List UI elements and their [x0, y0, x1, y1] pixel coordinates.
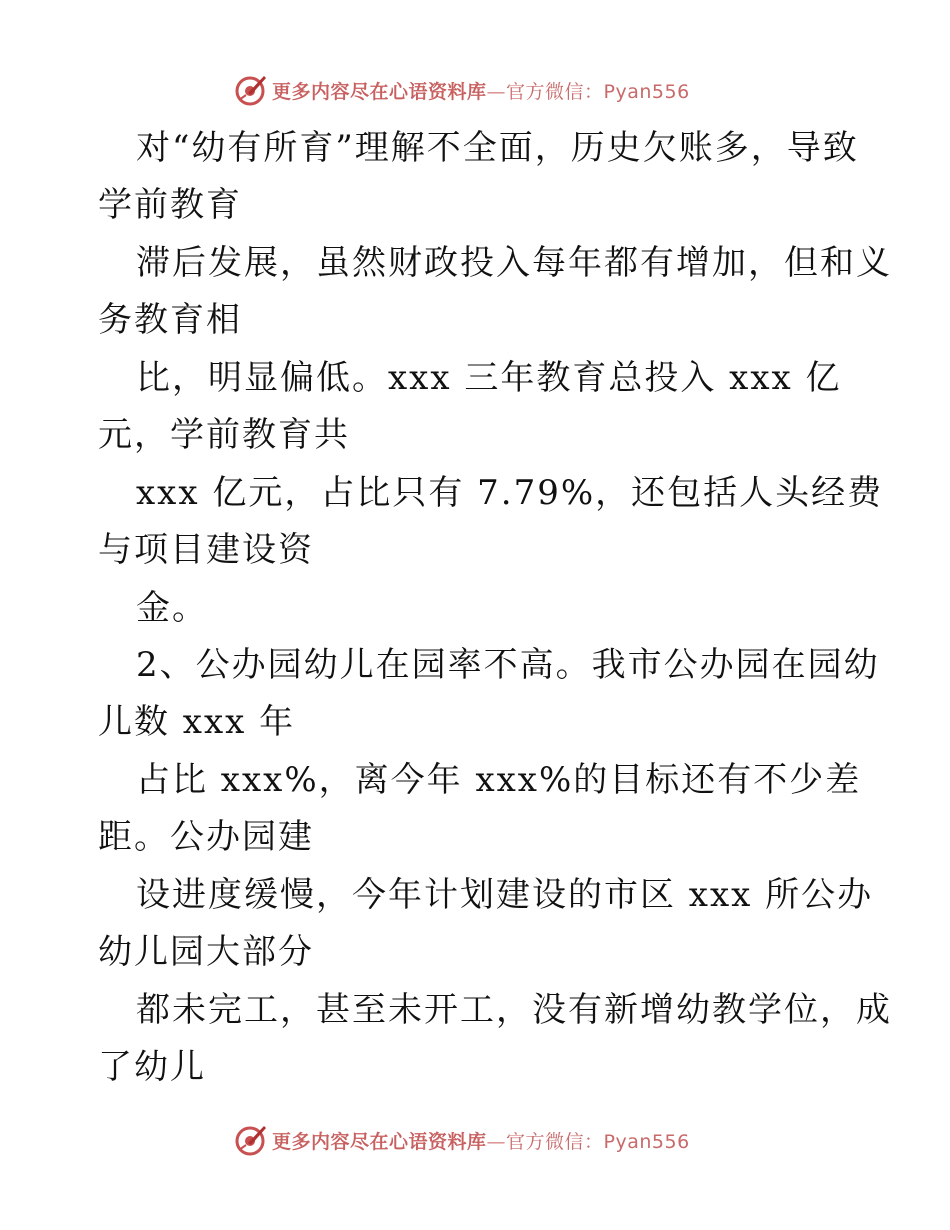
watermark-main: 更多内容尽在心语资料库 [272, 1130, 487, 1153]
footer-watermark [234, 1123, 690, 1157]
text-line: 距。公办园建 [98, 817, 314, 857]
header-watermark [234, 73, 690, 107]
text-line: 了幼儿 [98, 1047, 206, 1087]
text-line: 比，明显偏低。xxx 三年教育总投入 xxx 亿 [136, 358, 842, 398]
text-line: 儿数 xxx 年 [98, 702, 296, 742]
quill-logo-icon [234, 73, 268, 107]
text-line: 滞后发展，虽然财政投入每年都有增加，但和义 [136, 243, 892, 283]
watermark-tail: 官方微信：Pyan556 [506, 80, 690, 103]
text-line: 都未完工，甚至未开工，没有新增幼教学位，成 [136, 990, 892, 1030]
watermark-text [272, 1127, 690, 1154]
text-line: 设进度缓慢，今年计划建设的市区 xxx 所公办 [136, 875, 874, 915]
watermark-main: 更多内容尽在心语资料库 [272, 80, 487, 103]
text-line: 元，学前教育共 [98, 415, 350, 455]
watermark-tail: 官方微信：Pyan556 [506, 1130, 690, 1153]
text-line: 幼儿园大部分 [98, 932, 314, 972]
text-line: 占比 xxx%，离今年 xxx%的目标还有不少差 [136, 760, 862, 800]
watermark-text [272, 77, 690, 104]
text-line: 学前教育 [98, 185, 242, 225]
text-line: 2、公办园幼儿在园率不高。我市公办园在园幼 [136, 645, 880, 685]
text-line: xxx 亿元，占比只有 7.79%，还包括人头经费 [136, 473, 884, 513]
text-line: 金。 [136, 588, 208, 628]
text-line: 务教育相 [98, 300, 242, 340]
text-line: 对“幼有所育”理解不全面，历史欠账多，导致 [136, 128, 859, 168]
watermark-dash: — [486, 1130, 507, 1153]
watermark-dash: — [486, 80, 507, 103]
quill-logo-icon [234, 1123, 268, 1157]
text-line: 与项目建设资 [98, 530, 314, 570]
